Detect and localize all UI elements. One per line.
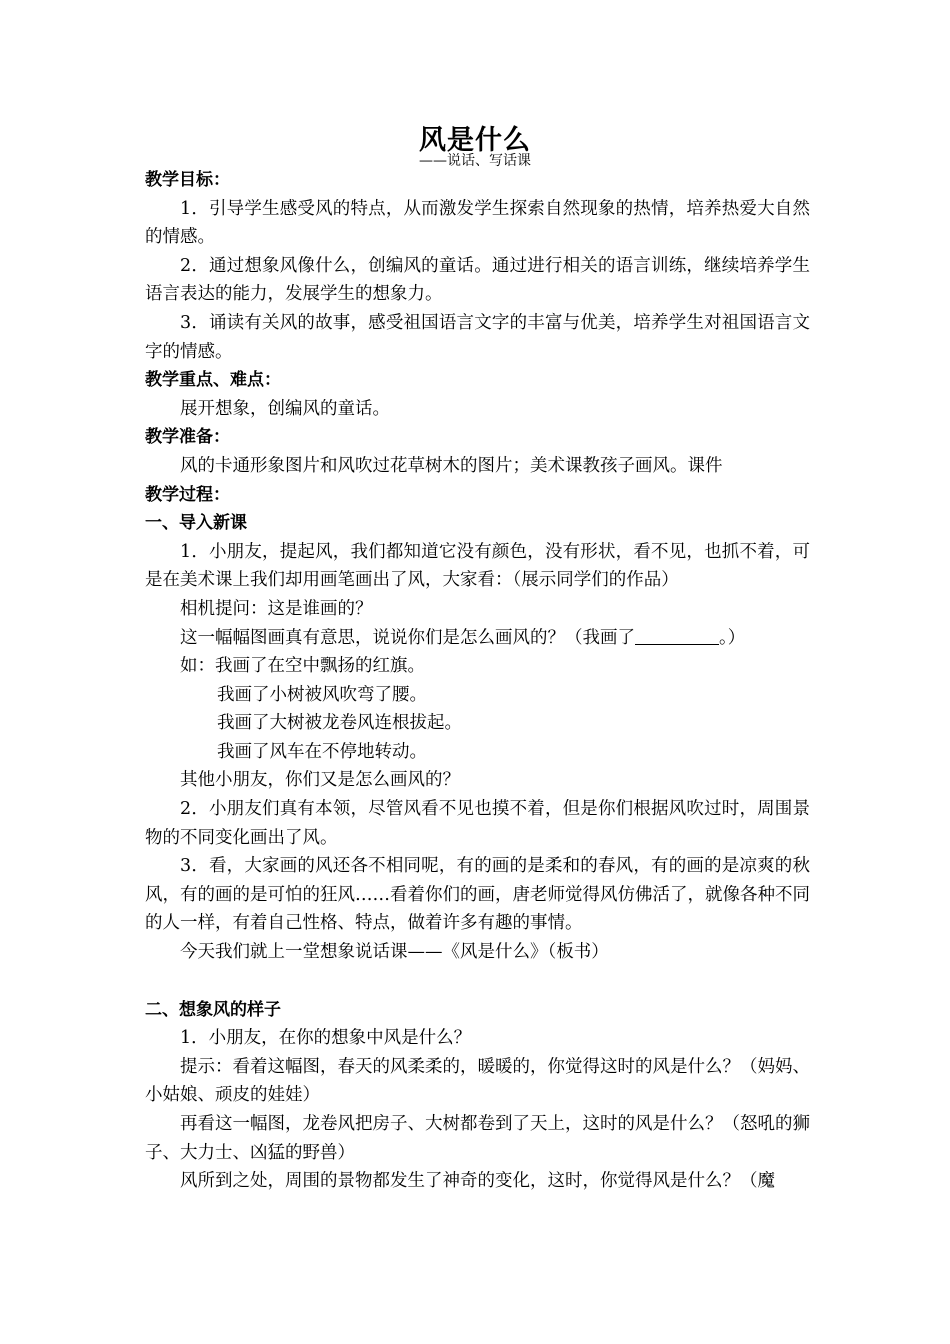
part1-example-2: 我画了小树被风吹弯了腰。 — [217, 684, 427, 705]
document-body — [145, 166, 810, 1196]
part1-heading: 一、导入新课 — [145, 513, 247, 534]
goal-3: 3．诵读有关风的故事，感受祖国语言文字的丰富与优美，培养学生对祖国语言文字的情感。 — [145, 312, 810, 362]
part1-today: 今天我们就上一堂想象说话课——《风是什么》（板书） — [180, 942, 609, 963]
preparation-heading: 教学准备： — [145, 427, 230, 448]
document-subtitle: ——说话、写话课 — [419, 153, 531, 169]
part1-example-3: 我画了大树被龙卷风连根拔起。 — [217, 713, 462, 734]
part1-question — [145, 624, 810, 653]
part2-again: 再看这一幅图，龙卷风把房子、大树都卷到了天上，这时的风是什么？（怒吼的狮子、大力士、凶猛的野兽） — [145, 1114, 810, 1163]
part1-paragraph-2: 2．小朋友们真有本领，尽管风看不见也摸不着，但是你们根据风吹过时，周围景物的不同变化画出了风。 — [145, 799, 810, 848]
part2-paragraph-1: 1．小朋友，在你的想象中风是什么？ — [180, 1028, 472, 1049]
part1-example-1: 如：我画了在空中飘扬的红旗。 — [180, 656, 425, 677]
part1-question-text: 这一幅幅图画真有意思，说说你们是怎么画风的？（我画了 — [180, 627, 635, 648]
part1-ask: 相机提问：这是谁画的？ — [180, 598, 373, 619]
part2-heading: 二、想象风的样子 — [145, 999, 281, 1020]
process-heading: 教学过程： — [145, 484, 230, 505]
part1-example-4: 我画了风车在不停地转动。 — [217, 741, 427, 762]
fill-in-blank — [635, 626, 719, 645]
part1-other: 其他小朋友，你们又是怎么画风的？ — [180, 770, 460, 791]
part1-paragraph-1: 1．小朋友，提起风，我们都知道它没有颜色，没有形状，看不见，也抓不着，可是在美术课上我们却用画笔画出了风，大家看：（展示同学们的作品） — [145, 541, 810, 591]
section-gap — [145, 967, 810, 996]
goal-1: 1．引导学生感受风的特点，从而激发学生探索自然现象的热情，培养热爱大自然的情感。 — [145, 198, 810, 248]
key-points-heading: 教学重点、难点： — [145, 370, 281, 391]
goal-2: 2．通过想象风像什么，创编风的童话。通过进行相关的语言训练，继续培养学生语言表达的能力，发展学生的想象力。 — [145, 255, 810, 305]
document-title: 风是什么 — [419, 125, 531, 156]
goals-heading: 教学目标： — [145, 170, 230, 190]
part2-wind: 风所到之处，周围的景物都发生了神奇的变化，这时，你觉得风是什么？（魔 — [180, 1171, 775, 1192]
part2-hint: 提示：看着这幅图，春天的风柔柔的，暖暖的，你觉得这时的风是什么？（妈妈、小姑娘、顽皮的娃娃） — [145, 1056, 810, 1106]
key-points-text: 展开想象，创编风的童话。 — [180, 398, 390, 419]
part1-question-end: 。） — [719, 627, 746, 648]
preparation-text: 风的卡通形象图片和风吹过花草树木的图片；美术课教孩子画风。课件 — [180, 455, 723, 476]
part1-paragraph-3: 3．看，大家画的风还各不相同呢，有的画的是柔和的春风，有的画的是凉爽的秋风，有的画的是可怕的狂风……看着你们的画，唐老师觉得风仿佛活了，就像各种不同的人一样，有着自己性格、特点，做着许多有趣的事情。 — [145, 856, 810, 934]
